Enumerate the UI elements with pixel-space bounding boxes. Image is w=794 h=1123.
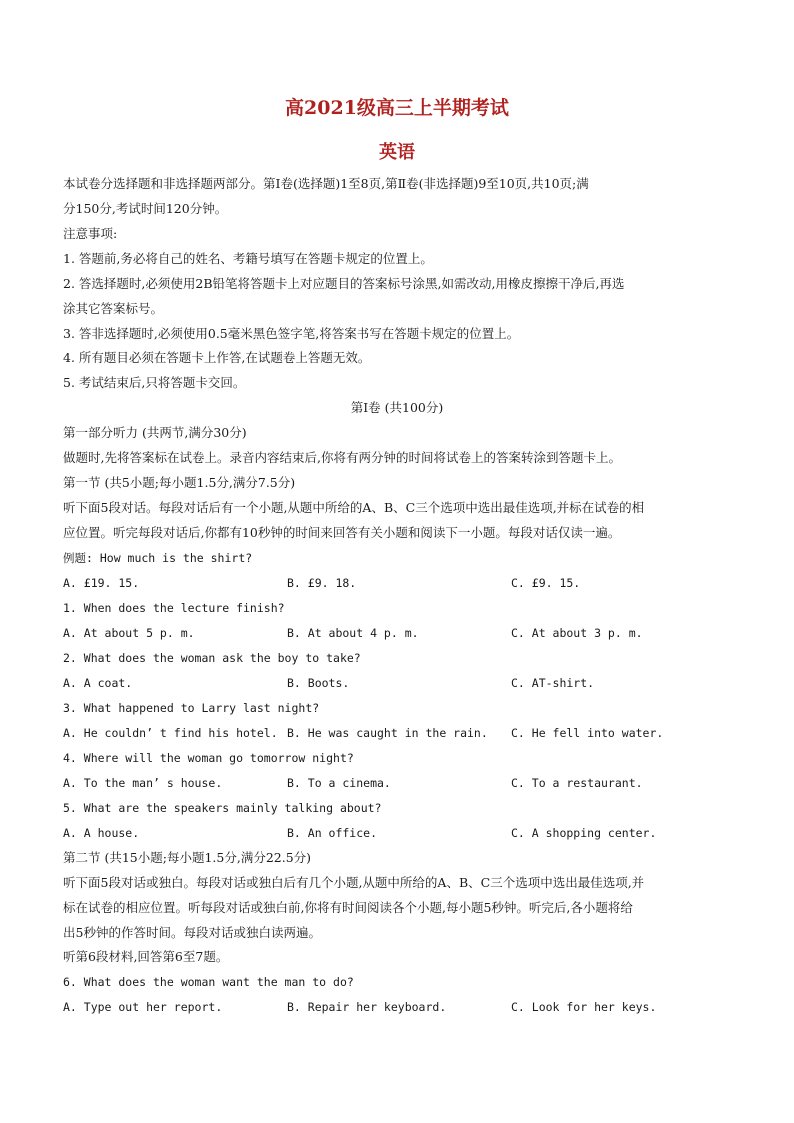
question-2-option-a: A. A coat.	[63, 676, 133, 690]
question-3-option-a: A. He couldn’ t find his hotel.	[63, 726, 278, 740]
question-6: 6. What does the woman want the man to do?	[63, 975, 354, 989]
question-2-option-b: B. Boots.	[287, 676, 350, 690]
question-5: 5. What are the speakers mainly talking about?	[63, 801, 382, 815]
question-5-option-b: B. An office.	[287, 826, 378, 840]
question-4-option-a: A. To the man’ s house.	[63, 776, 223, 790]
section2-line-2: 标在试卷的相应位置。听每段对话或独白前,你将有时间阅读各个小题,每小题5秒钟。听完后,各小题将给	[63, 900, 633, 915]
question-6-option-a: A. Type out her report.	[63, 1000, 223, 1014]
question-2-option-c: C. AT-shirt.	[511, 676, 595, 690]
note-item-2-cont: 涂其它答案标号。	[63, 301, 164, 316]
example-option-b: B. £9. 18.	[287, 576, 357, 590]
note-item-4: 4. 所有题目必须在答题卡上作答,在试题卷上答题无效。	[63, 350, 371, 365]
subject-title: 英语	[379, 142, 415, 163]
section2-material: 听第6段材料,回答第6至7题。	[63, 949, 229, 964]
example-option-a: A. £19. 15.	[63, 576, 140, 590]
section1-line-1: 听下面5段对话。每段对话后有一个小题,从题中所给的A、B、C三个选项中选出最佳选项,并标在试卷的相	[63, 500, 645, 515]
question-3-option-c: C. He fell into water.	[511, 726, 664, 740]
example-question: 例题: How much is the shirt?	[63, 551, 253, 565]
note-item-1: 1. 答题前,务必将自己的姓名、考籍号填写在答题卡规定的位置上。	[63, 251, 433, 266]
part1-heading: 第一部分听力 (共两节,满分30分)	[63, 425, 247, 440]
question-1-option-c: C. At about 3 p. m.	[511, 626, 643, 640]
question-3: 3. What happened to Larry last night?	[63, 701, 320, 715]
volume-heading: 第Ⅰ卷 (共100分)	[350, 400, 444, 415]
question-4: 4. Where will the woman go tomorrow night?	[63, 751, 354, 765]
example-option-c: C. £9. 15.	[511, 576, 581, 590]
question-6-option-b: B. Repair her keyboard.	[287, 1000, 447, 1014]
section2-line-3: 出5秒钟的作答时间。每段对话或独白读两遍。	[63, 925, 321, 940]
question-5-option-c: C. A shopping center.	[511, 826, 657, 840]
question-4-option-c: C. To a restaurant.	[511, 776, 643, 790]
question-4-option-b: B. To a cinema.	[287, 776, 391, 790]
question-1-option-b: B. At about 4 p. m.	[287, 626, 419, 640]
question-2: 2. What does the woman ask the boy to take?	[63, 651, 361, 665]
section1-heading: 第一节 (共5小题;每小题1.5分,满分7.5分)	[63, 475, 296, 490]
question-5-option-a: A. A house.	[63, 826, 140, 840]
intro-line-2: 分150分,考试时间120分钟。	[63, 201, 228, 216]
question-3-option-b: B. He was caught in the rain.	[287, 726, 488, 740]
question-6-option-c: C. Look for her keys.	[511, 1000, 657, 1014]
question-1-option-a: A. At about 5 p. m.	[63, 626, 195, 640]
section1-line-2: 应位置。听完每段对话后,你都有10秒钟的时间来回答有关小题和阅读下一小题。每段对话仅读一遍。	[63, 525, 621, 540]
exam-title: 高2021级高三上半期考试	[285, 97, 509, 119]
note-item-3: 3. 答非选择题时,必须使用0.5毫米黑色签字笔,将答案书写在答题卡规定的位置上。	[63, 326, 520, 341]
note-item-5: 5. 考试结束后,只将答题卡交回。	[63, 375, 246, 390]
intro-line-1: 本试卷分选择题和非选择题两部分。第Ⅰ卷(选择题)1至8页,第Ⅱ卷(非选择题)9至10页,共10页;满	[63, 176, 589, 191]
section2-line-1: 听下面5段对话或独白。每段对话或独白后有几个小题,从题中所给的A、B、C三个选项中选出最佳选项,并	[63, 875, 645, 890]
question-1: 1. When does the lecture finish?	[63, 601, 285, 615]
section2-heading: 第二节 (共15小题;每小题1.5分,满分22.5分)	[63, 850, 312, 865]
notes-heading: 注意事项:	[63, 226, 118, 241]
note-item-2: 2. 答选择题时,必须使用2B铅笔将答题卡上对应题目的答案标号涂黑,如需改动,用橡皮擦擦干净后,再选	[63, 276, 625, 291]
part1-instruction: 做题时,先将答案标在试卷上。录音内容结束后,你将有两分钟的时间将试卷上的答案转涂到答题卡上。	[63, 450, 621, 465]
